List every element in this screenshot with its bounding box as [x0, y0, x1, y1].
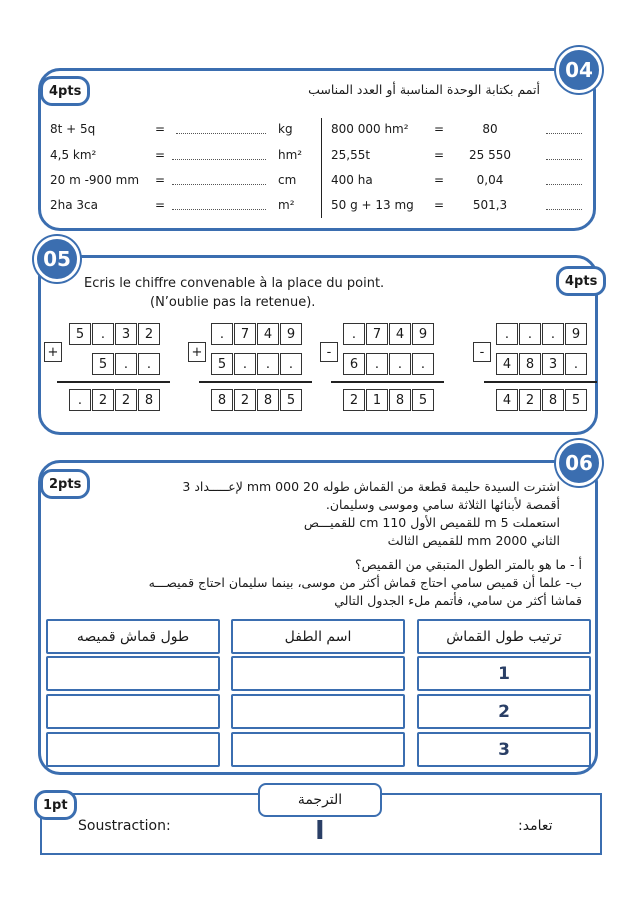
middle-digit: 4 — [496, 353, 518, 375]
question-a: أ - ما هو بالمتر الطول المتبقي من القميص؟ — [355, 557, 582, 572]
answer-blank[interactable] — [172, 159, 266, 160]
operation-line — [331, 381, 444, 383]
operation-line — [484, 381, 597, 383]
conversion-expression: 25,55t — [331, 148, 371, 162]
equals-sign: = — [434, 173, 445, 187]
answer-blank[interactable] — [176, 133, 266, 134]
answer-blank[interactable] — [546, 159, 582, 160]
top-digit[interactable]: . — [92, 323, 114, 345]
conversion-value: 80 — [482, 122, 498, 136]
middle-digit[interactable]: . — [138, 353, 160, 375]
conversion-expression: 400 ha — [331, 173, 373, 187]
middle-digit[interactable]: . — [366, 353, 388, 375]
top-digit: 9 — [412, 323, 434, 345]
conversion-unit: cm — [278, 173, 297, 187]
result-digit: 8 — [542, 389, 564, 411]
middle-digit[interactable]: . — [234, 353, 256, 375]
result-digit: 2 — [92, 389, 114, 411]
conversion-unit: kg — [278, 122, 293, 136]
statement-line: أقمصة لأبنائها الثلاثة سامي وموسى وسليمان. — [325, 497, 560, 512]
result-digit: 1 — [366, 389, 388, 411]
result-digit: 2 — [234, 389, 256, 411]
table-rank-2: 2 — [417, 694, 591, 729]
table-header-child-name: اسم الطفل — [231, 619, 405, 654]
question-b-line1: ب- علما أن قميص سامي احتاج قماش أكثر من موسى، بينما سليمان احتاج قميصـــه — [148, 575, 582, 590]
footer-left-label: Soustraction: — [78, 818, 171, 834]
table-header-rank: ترتيب طول القماش — [417, 619, 591, 654]
middle-digit: 5 — [92, 353, 114, 375]
result-digit: 5 — [565, 389, 587, 411]
result-digit: 2 — [519, 389, 541, 411]
conversion-expression: 2ha 3ca — [50, 198, 98, 212]
equals-sign: = — [434, 148, 445, 162]
top-digit: 4 — [257, 323, 279, 345]
statement-line: استعملت 5 m للقميص الأول 110 cm للقميـــص — [303, 515, 560, 530]
exercise-06-questions — [52, 556, 582, 610]
operation-line — [57, 381, 170, 383]
plus-sign: + — [44, 342, 62, 362]
table-rank-3: 3 — [417, 732, 591, 767]
footer-right-label: تعامد: — [518, 818, 553, 834]
table-cell-fabric-length[interactable] — [46, 656, 220, 691]
conversion-expression: 8t + 5q — [50, 122, 96, 136]
middle-digit[interactable]: . — [412, 353, 434, 375]
exercise-04-badge: 04 — [556, 47, 602, 93]
equals-sign: = — [155, 148, 166, 162]
footer-points: 1pt — [34, 790, 77, 820]
equals-sign: = — [155, 173, 166, 187]
table-rank-1: 1 — [417, 656, 591, 691]
result-digit: 2 — [343, 389, 365, 411]
exercise-06-statement — [100, 478, 560, 550]
top-digit: 9 — [280, 323, 302, 345]
statement-line: الثاني 2000 mm للقميص الثالث — [387, 533, 560, 548]
minus-sign: - — [320, 342, 338, 362]
equals-sign: = — [155, 122, 166, 136]
result-digit: 2 — [115, 389, 137, 411]
top-digit: 7 — [234, 323, 256, 345]
statement-line: اشترت السيدة حليمة قطعة من القماش طوله 20 000 mm لإعـــــداد 3 — [182, 479, 560, 494]
question-b-line2: قماشا أكثر من سامي، فأتمم ملء الجدول التالي — [334, 593, 582, 608]
equals-sign: = — [434, 122, 445, 136]
plus-sign: + — [188, 342, 206, 362]
answer-blank[interactable] — [172, 184, 266, 185]
exercise-06-badge: 06 — [556, 440, 602, 486]
conversion-expression: 4,5 km² — [50, 148, 97, 162]
middle-digit: 5 — [211, 353, 233, 375]
answer-blank[interactable] — [172, 209, 266, 210]
middle-digit[interactable]: . — [389, 353, 411, 375]
equals-sign: = — [155, 198, 166, 212]
exercise-04-points: 4pts — [40, 76, 90, 106]
middle-digit: 6 — [343, 353, 365, 375]
exercise-05-instruction-line1: Ecris le chiffre convenable à la place du point. — [84, 276, 385, 291]
conversion-value: 501,3 — [472, 198, 508, 212]
conversion-unit: hm² — [278, 148, 303, 162]
result-digit[interactable]: . — [69, 389, 91, 411]
result-digit: 8 — [211, 389, 233, 411]
result-digit: 8 — [138, 389, 160, 411]
top-digit[interactable]: . — [519, 323, 541, 345]
conversion-expression: 800 000 hm² — [331, 122, 409, 136]
table-cell-child-name[interactable] — [231, 694, 405, 729]
conversion-expression: 20 m -900 mm — [50, 173, 140, 187]
result-digit: 8 — [257, 389, 279, 411]
middle-digit: 8 — [519, 353, 541, 375]
answer-blank[interactable] — [546, 209, 582, 210]
middle-digit: 3 — [542, 353, 564, 375]
table-cell-fabric-length[interactable] — [46, 732, 220, 767]
result-digit: 5 — [280, 389, 302, 411]
conversion-value: 25 550 — [469, 148, 511, 162]
top-digit[interactable]: . — [211, 323, 233, 345]
table-cell-child-name[interactable] — [231, 732, 405, 767]
table-cell-child-name[interactable] — [231, 656, 405, 691]
exercise-05-instruction-line2: (N’oublie pas la retenue). — [150, 295, 316, 310]
conversion-unit: m² — [278, 198, 295, 212]
result-digit: 8 — [389, 389, 411, 411]
operation-line — [199, 381, 312, 383]
exercise-06-points: 2pts — [40, 469, 90, 499]
table-cell-fabric-length[interactable] — [46, 694, 220, 729]
exercise-05-points: 4pts — [556, 266, 606, 296]
table-header-fabric-length: طول قماش قميصه — [46, 619, 220, 654]
top-digit: 2 — [138, 323, 160, 345]
conversion-expression: 50 g + 13 mg — [331, 198, 414, 212]
exercise-04-instruction: أتمم بكتابة الوحدة المناسبة أو العدد المناسب — [308, 82, 540, 97]
top-digit[interactable]: . — [496, 323, 518, 345]
result-digit: 4 — [496, 389, 518, 411]
top-digit[interactable]: . — [343, 323, 365, 345]
middle-digit[interactable]: . — [257, 353, 279, 375]
top-digit: 5 — [69, 323, 91, 345]
top-digit[interactable]: . — [542, 323, 564, 345]
equals-sign: = — [434, 198, 445, 212]
exercise-04-divider — [321, 118, 322, 218]
middle-digit[interactable]: . — [280, 353, 302, 375]
top-digit: 7 — [366, 323, 388, 345]
conversion-value: 0,04 — [476, 173, 504, 187]
exercise-05-badge: 05 — [34, 236, 80, 282]
answer-blank[interactable] — [546, 133, 582, 134]
top-digit: 4 — [389, 323, 411, 345]
result-digit: 5 — [412, 389, 434, 411]
answer-blank[interactable] — [546, 184, 582, 185]
footer-title: الترجمة — [258, 783, 382, 817]
middle-digit[interactable]: . — [565, 353, 587, 375]
footer-mark: I — [315, 816, 325, 846]
top-digit: 9 — [565, 323, 587, 345]
minus-sign: - — [473, 342, 491, 362]
top-digit: 3 — [115, 323, 137, 345]
middle-digit[interactable]: . — [115, 353, 137, 375]
